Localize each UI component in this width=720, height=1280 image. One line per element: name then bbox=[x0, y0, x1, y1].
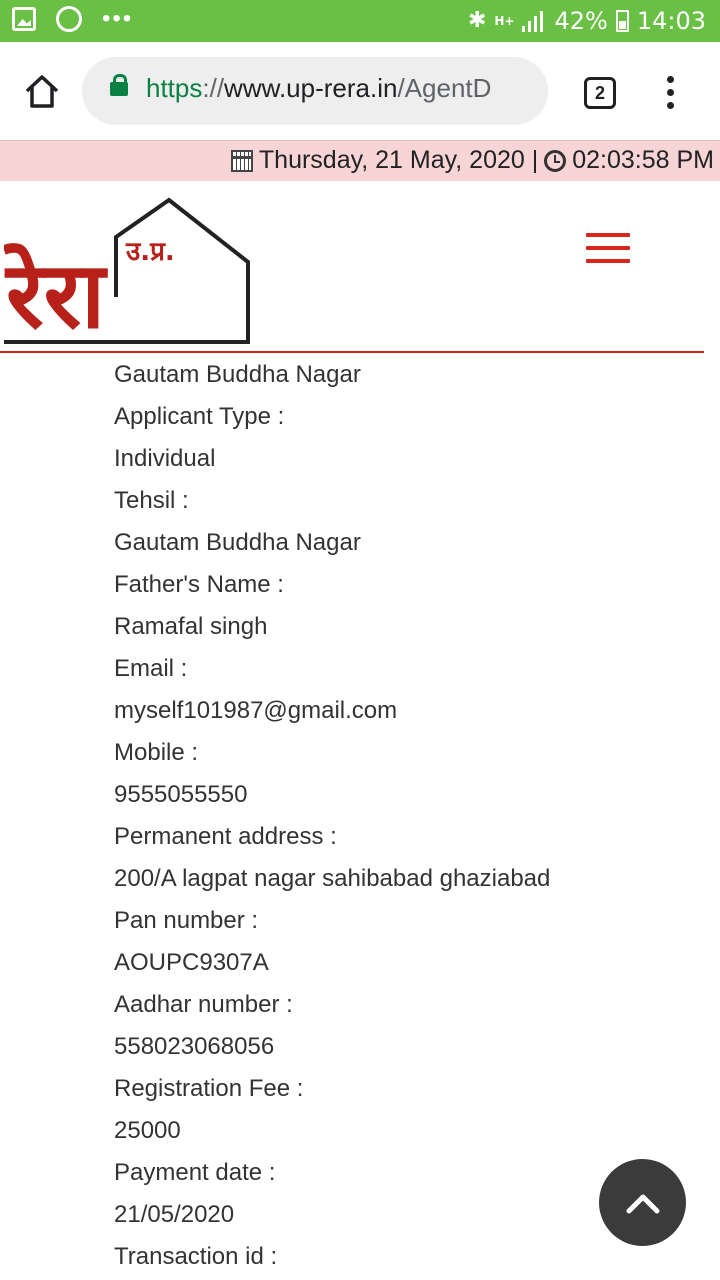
detail-line: Aadhar number : bbox=[114, 991, 293, 1018]
tab-switcher-button[interactable]: 2 bbox=[584, 77, 616, 109]
date-time bbox=[231, 146, 714, 175]
clock-icon bbox=[544, 150, 566, 172]
detail-line: Permanent address : bbox=[114, 823, 337, 850]
browser-toolbar bbox=[0, 42, 720, 140]
url-path: /AgentD bbox=[397, 73, 492, 103]
detail-line: Gautam Buddha Nagar bbox=[114, 361, 361, 388]
detail-line: Transaction id : bbox=[114, 1243, 278, 1270]
back-to-top-button[interactable] bbox=[599, 1159, 686, 1246]
battery-percent: 42% bbox=[554, 7, 608, 35]
logo-small-text: उ.प्र. bbox=[126, 237, 175, 267]
menu-dot-icon bbox=[667, 89, 674, 96]
home-icon bbox=[22, 72, 62, 112]
calendar-icon bbox=[231, 150, 253, 172]
detail-line: Applicant Type : bbox=[114, 403, 285, 430]
network-type-icon: H+ bbox=[494, 14, 515, 28]
detail-line: 9555055550 bbox=[114, 781, 248, 808]
lock-icon bbox=[110, 82, 128, 96]
agent-details bbox=[114, 356, 694, 1280]
detail-line: Tehsil : bbox=[114, 487, 189, 514]
site-menu-button[interactable] bbox=[586, 233, 630, 265]
clock: 14:03 bbox=[636, 7, 706, 35]
browser-menu-button[interactable] bbox=[662, 76, 680, 110]
bluetooth-icon: ✱ bbox=[467, 8, 487, 33]
menu-bar-icon bbox=[586, 259, 630, 263]
url-separator: :// bbox=[202, 73, 225, 103]
logo-main-text: रेरा bbox=[6, 242, 106, 347]
system-status bbox=[468, 6, 706, 36]
date-time-bar bbox=[0, 140, 720, 181]
detail-line: Gautam Buddha Nagar bbox=[114, 529, 361, 556]
url-domain: www.up-rera.in bbox=[224, 73, 398, 103]
detail-line: myself101987@gmail.com bbox=[114, 697, 398, 724]
detail-line: 21/05/2020 bbox=[114, 1201, 235, 1228]
detail-line: Email : bbox=[114, 655, 188, 682]
notification-icons bbox=[12, 6, 133, 32]
whatsapp-icon bbox=[56, 6, 82, 32]
home-button[interactable] bbox=[22, 72, 62, 112]
menu-dot-icon bbox=[667, 76, 674, 83]
detail-line: 558023068056 bbox=[114, 1033, 275, 1060]
menu-bar-icon bbox=[586, 233, 630, 237]
more-notifications-icon: ••• bbox=[102, 5, 134, 32]
gallery-icon bbox=[12, 7, 36, 31]
detail-line: AOUPC9307A bbox=[114, 949, 269, 976]
menu-bar-icon bbox=[586, 246, 630, 250]
detail-line: Mobile : bbox=[114, 739, 199, 766]
current-date: Thursday, 21 May, 2020 | bbox=[258, 146, 539, 174]
current-time: 02:03:58 PM bbox=[572, 146, 714, 174]
status-bar bbox=[0, 0, 720, 42]
signal-icon bbox=[522, 10, 546, 32]
detail-line: Registration Fee : bbox=[114, 1075, 304, 1102]
detail-line: 200/A lagpat nagar sahibabad ghaziabad bbox=[114, 865, 551, 892]
detail-line: Ramafal singh bbox=[114, 613, 268, 640]
detail-line: Father's Name : bbox=[114, 571, 284, 598]
detail-line: Individual bbox=[114, 445, 216, 472]
detail-line: Payment date : bbox=[114, 1159, 276, 1186]
detail-line: 25000 bbox=[114, 1117, 181, 1144]
url-text[interactable] bbox=[146, 73, 491, 104]
detail-line: Pan number : bbox=[114, 907, 259, 934]
site-header bbox=[0, 181, 720, 353]
battery-icon bbox=[616, 10, 629, 32]
up-rera-logo[interactable] bbox=[4, 197, 254, 347]
menu-dot-icon bbox=[667, 102, 674, 109]
url-scheme: https bbox=[146, 73, 203, 103]
chevron-up-icon bbox=[625, 1187, 661, 1217]
header-divider bbox=[0, 351, 704, 353]
address-bar[interactable] bbox=[82, 57, 548, 125]
